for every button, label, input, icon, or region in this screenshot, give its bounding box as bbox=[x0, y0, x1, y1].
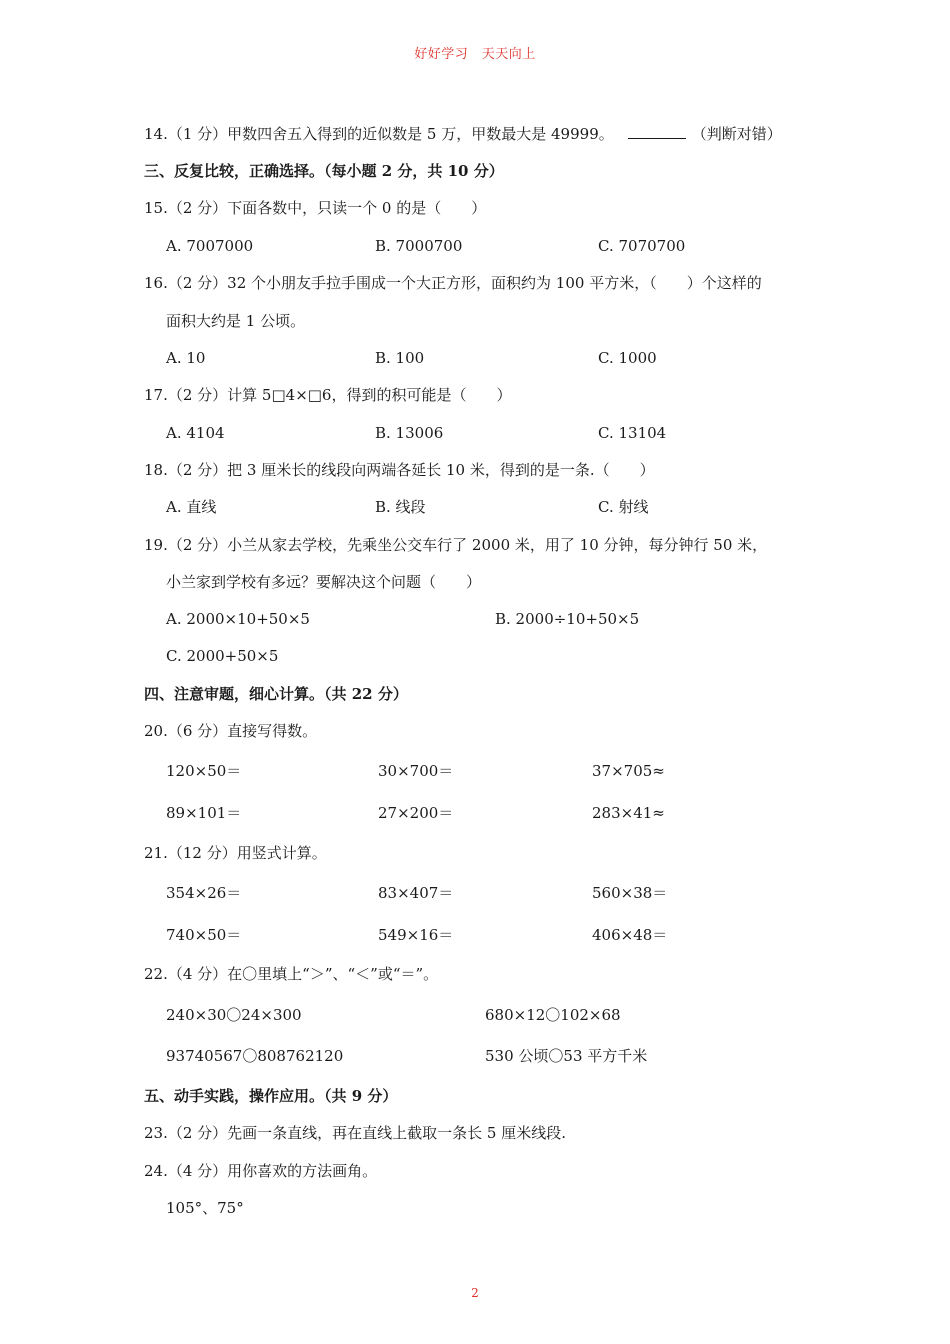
q15-option-a[interactable]: A. 7007000 bbox=[166, 237, 254, 255]
q22-item: 240×30〇24×300 bbox=[166, 1006, 302, 1024]
section-4-heading: 四、注意审题，细心计算。（共 22 分） bbox=[144, 685, 408, 703]
page-number: 2 bbox=[471, 1286, 479, 1300]
q17-option-a[interactable]: A. 4104 bbox=[166, 424, 225, 442]
q18-option-a[interactable]: A. 直线 bbox=[166, 498, 217, 516]
q22-item: 530 公顷〇53 平方千米 bbox=[485, 1047, 648, 1065]
question-20-text: 20.（6 分）直接写得数。 bbox=[144, 722, 318, 740]
q21-item: 549×16＝ bbox=[378, 926, 454, 944]
q21-item: 740×50＝ bbox=[166, 926, 242, 944]
q19-option-b[interactable]: B. 2000÷10+50×5 bbox=[495, 610, 640, 628]
question-23-text: 23.（2 分）先画一条直线，再在直线上截取一条长 5 厘米线段. bbox=[144, 1124, 567, 1142]
question-21-text: 21.（12 分）用竖式计算。 bbox=[144, 844, 327, 862]
q21-item: 406×48＝ bbox=[592, 926, 668, 944]
question-19-text-line1: 19.（2 分）小兰从家去学校，先乘坐公交车行了 2000 米，用了 10 分钟，每分钟行 50 米， bbox=[144, 536, 768, 554]
q20-item: 30×700＝ bbox=[378, 762, 454, 780]
question-16-text-line1: 16.（2 分）32 个小朋友手拉手围成一个大正方形，面积约为 100 平方米，（ ）个这样的 bbox=[144, 274, 762, 292]
section-3-heading: 三、反复比较，正确选择。（每小题 2 分，共 10 分） bbox=[144, 162, 504, 180]
q17-option-c[interactable]: C. 13104 bbox=[598, 424, 667, 442]
q15-option-b[interactable]: B. 7000700 bbox=[375, 237, 463, 255]
question-14-text: 14.（1 分）甲数四舍五入得到的近似数是 5 万，甲数最大是 49999。 bbox=[144, 125, 614, 143]
q18-option-c[interactable]: C. 射线 bbox=[598, 498, 649, 516]
question-17-text: 17.（2 分）计算 5□4×□6，得到的积可能是（ ） bbox=[144, 386, 512, 404]
q21-item: 354×26＝ bbox=[166, 884, 242, 902]
q15-option-c[interactable]: C. 7070700 bbox=[598, 237, 686, 255]
question-15-text: 15.（2 分）下面各数中，只读一个 0 的是（ ） bbox=[144, 199, 487, 217]
q20-item: 89×101＝ bbox=[166, 804, 242, 822]
q20-item: 120×50＝ bbox=[166, 762, 242, 780]
question-24-text: 24.（4 分）用你喜欢的方法画角。 bbox=[144, 1162, 378, 1180]
q21-item: 83×407＝ bbox=[378, 884, 454, 902]
question-16-text-line2: 面积大约是 1 公顷。 bbox=[166, 312, 306, 330]
q17-option-b[interactable]: B. 13006 bbox=[375, 424, 444, 442]
q20-item: 37×705≈ bbox=[592, 762, 665, 780]
q19-option-a[interactable]: A. 2000×10+50×5 bbox=[166, 610, 310, 628]
q24-angles: 105°、75° bbox=[166, 1199, 244, 1217]
question-14 bbox=[144, 124, 782, 144]
q21-item: 560×38＝ bbox=[592, 884, 668, 902]
question-22-text: 22.（4 分）在〇里填上“＞”、“＜”或“＝”。 bbox=[144, 965, 439, 983]
q19-option-c[interactable]: C. 2000+50×5 bbox=[166, 647, 279, 665]
answer-blank[interactable] bbox=[628, 124, 686, 139]
question-14-suffix: （判断对错） bbox=[691, 125, 782, 143]
q22-item: 93740567〇808762120 bbox=[166, 1047, 344, 1065]
q16-option-c[interactable]: C. 1000 bbox=[598, 349, 657, 367]
question-19-text-line2: 小兰家到学校有多远？要解决这个问题（ ） bbox=[166, 573, 482, 591]
q20-item: 283×41≈ bbox=[592, 804, 665, 822]
question-18-text: 18.（2 分）把 3 厘米长的线段向两端各延长 10 米，得到的是一条.（ ） bbox=[144, 461, 655, 479]
q16-option-a[interactable]: A. 10 bbox=[166, 349, 206, 367]
section-5-heading: 五、动手实践，操作应用。（共 9 分） bbox=[144, 1087, 398, 1105]
q18-option-b[interactable]: B. 线段 bbox=[375, 498, 426, 516]
q22-item: 680×12〇102×68 bbox=[485, 1006, 621, 1024]
q20-item: 27×200＝ bbox=[378, 804, 454, 822]
q16-option-b[interactable]: B. 100 bbox=[375, 349, 425, 367]
page-header: 好好学习 天天向上 bbox=[414, 47, 536, 62]
